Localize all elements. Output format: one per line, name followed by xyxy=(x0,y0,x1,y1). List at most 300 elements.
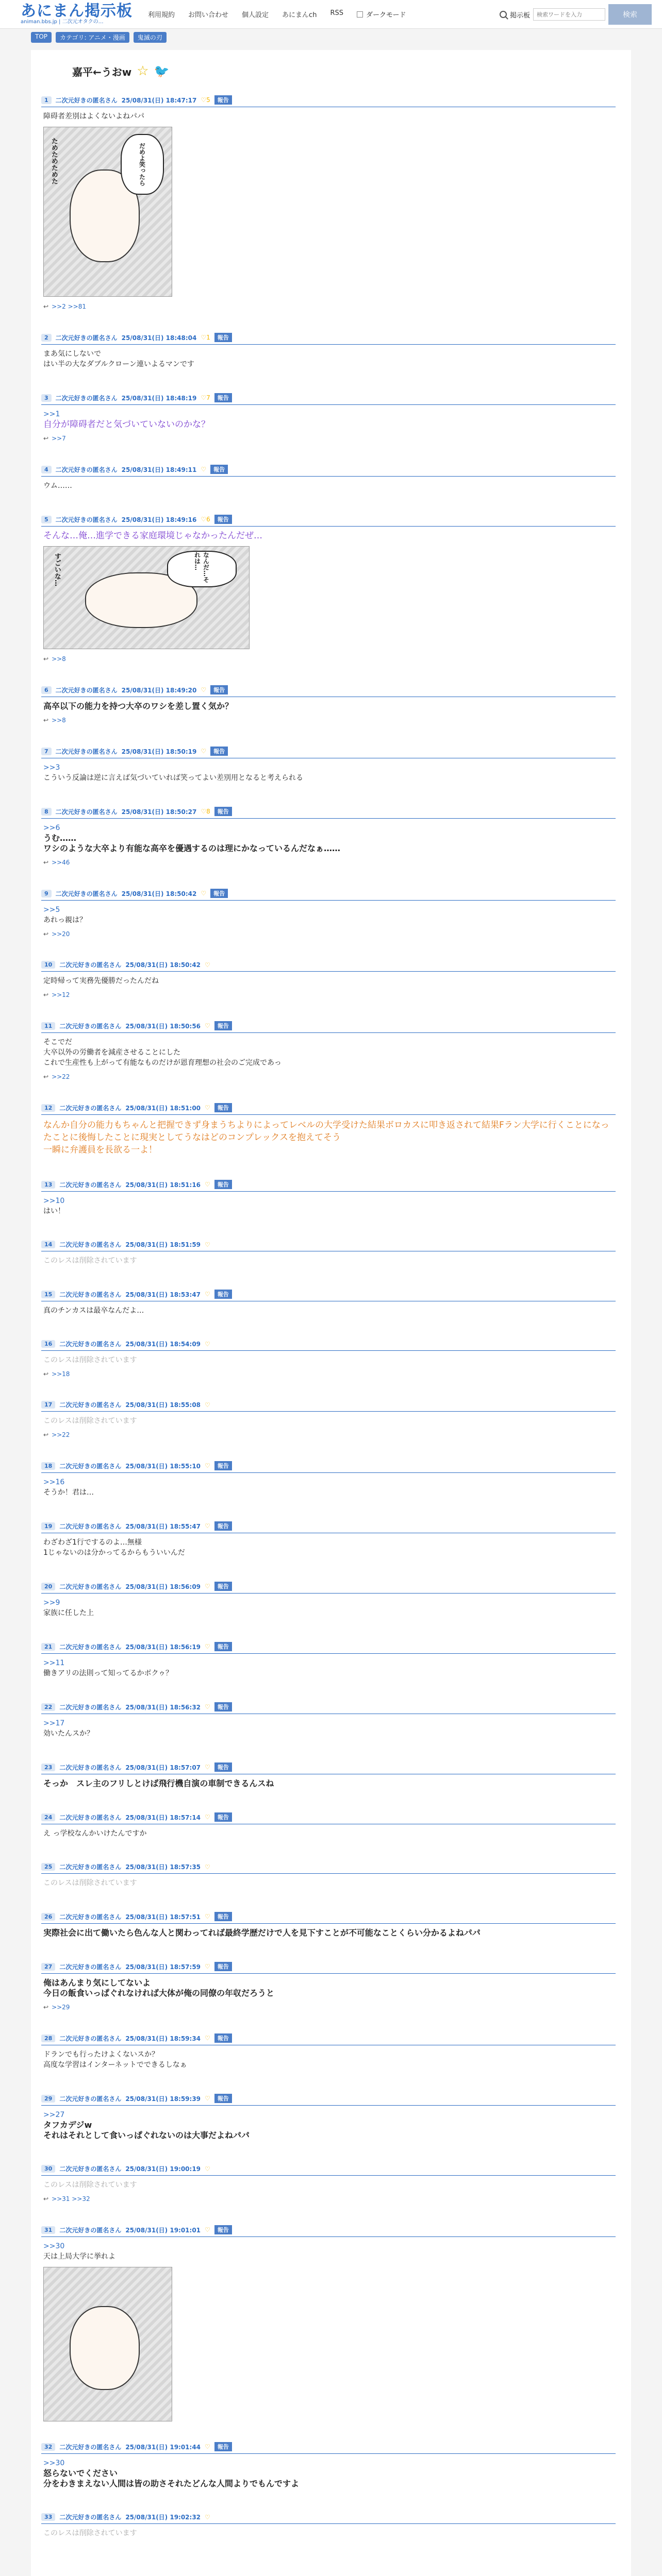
reply-link-text[interactable]: >>8 xyxy=(52,717,66,724)
darkmode-checkbox[interactable] xyxy=(357,11,363,18)
post-header xyxy=(41,1461,616,1473)
post-text-line: あれっ親は？ xyxy=(43,916,87,924)
like-button[interactable] xyxy=(201,394,210,401)
post-number[interactable]: 14 xyxy=(41,1241,55,1248)
post-text-line[interactable]: >>11 xyxy=(43,1659,65,1667)
report-button[interactable]: 報告 xyxy=(214,1962,232,1971)
like-button[interactable] xyxy=(205,2165,210,2173)
post-body xyxy=(41,1251,616,1269)
post-header xyxy=(41,1521,616,1533)
post-number[interactable]: 16 xyxy=(41,1340,55,1348)
post-text-line: え っ学校なんかいけたんですか xyxy=(43,1829,147,1838)
post-body xyxy=(41,2237,616,2265)
darkmode-toggle[interactable] xyxy=(357,9,406,19)
reply-link-text[interactable]: >>46 xyxy=(52,859,70,866)
post-text-line[interactable]: >>30 xyxy=(43,2459,65,2467)
post-date: 25/08/31(日) 18:50:42 xyxy=(121,890,197,897)
darkmode-label: ダークモード xyxy=(366,11,406,19)
like-button[interactable] xyxy=(201,96,210,104)
heart-icon: ♡ xyxy=(201,394,207,401)
post xyxy=(41,1582,616,1621)
post-image[interactable] xyxy=(43,127,172,297)
poster-name: 二次元好きの匿名さん xyxy=(59,2035,122,2042)
post-number[interactable]: 20 xyxy=(41,1583,55,1590)
report-button[interactable]: 報告 xyxy=(214,1180,232,1189)
post xyxy=(41,1180,616,1219)
heart-icon: ♡ xyxy=(205,1181,210,1188)
poster-name: 二次元好きの匿名さん xyxy=(59,1401,122,1409)
post-text-line: そっか スレ主のフリしとけば飛行機自演の車制できるんスね xyxy=(43,1778,274,1788)
report-button[interactable]: 報告 xyxy=(214,2442,232,2451)
poster-name: 二次元好きの匿名さん xyxy=(59,2095,122,2103)
post xyxy=(41,1812,616,1842)
poster-name: 二次元好きの匿名さん xyxy=(59,1291,122,1298)
search-scope-label[interactable]: 掲示板 xyxy=(509,11,530,20)
like-button[interactable] xyxy=(205,1963,210,1970)
post xyxy=(41,465,616,494)
post-body xyxy=(41,1192,616,1219)
post-date: 25/08/31(日) 19:02:32 xyxy=(125,2514,201,2521)
post-number[interactable]: 10 xyxy=(41,961,55,969)
post-body xyxy=(41,2176,616,2193)
heart-icon: ♡ xyxy=(205,1401,210,1409)
like-button[interactable] xyxy=(205,1022,210,1029)
report-button[interactable]: 報告 xyxy=(214,1582,232,1591)
post-date: 25/08/31(日) 19:01:01 xyxy=(125,2226,201,2234)
post-text-line: 定時帰って実務先優勝だったんだね xyxy=(43,977,159,985)
post-image[interactable] xyxy=(43,546,250,649)
post-text-line: 天は上局大学に挙れよ xyxy=(43,2252,115,2261)
heart-icon: ♡ xyxy=(205,1863,210,1871)
search-icon xyxy=(500,11,507,18)
post-header xyxy=(41,1340,616,1351)
post-date: 25/08/31(日) 18:53:47 xyxy=(125,1291,201,1298)
post-text-line: このレスは削除されています xyxy=(43,1879,137,1887)
site-logo[interactable] xyxy=(21,4,133,25)
post-header xyxy=(41,393,616,405)
post-number[interactable]: 24 xyxy=(41,1814,55,1821)
post-text-line: このレスは削除されています xyxy=(43,1257,137,1265)
post-number[interactable]: 3 xyxy=(41,394,52,402)
post-text-line[interactable]: >>1 xyxy=(43,410,60,418)
post-date: 25/08/31(日) 18:54:09 xyxy=(125,1341,201,1348)
post-date: 25/08/31(日) 18:57:07 xyxy=(125,1764,201,1771)
report-button[interactable]: 報告 xyxy=(214,2033,232,2043)
search-area xyxy=(500,4,652,25)
post-text-line: そこでだ xyxy=(43,1038,72,1046)
post-header xyxy=(41,1762,616,1774)
post-text-line[interactable]: >>3 xyxy=(43,764,60,772)
post-text-line[interactable]: >>16 xyxy=(43,1478,65,1486)
post-date: 25/08/31(日) 18:49:20 xyxy=(121,686,197,694)
post-body xyxy=(41,2106,616,2144)
like-button[interactable] xyxy=(205,1241,210,1248)
post-number[interactable]: 15 xyxy=(41,1291,55,1298)
post-text-line: 働きアリの法則って知ってるかボクゥ？ xyxy=(43,1669,173,1677)
post-header xyxy=(41,1912,616,1924)
nav-settings[interactable]: 個人設定 xyxy=(242,11,269,19)
poster-name: 二次元好きの匿名さん xyxy=(55,96,118,104)
post-header xyxy=(41,515,616,527)
post xyxy=(41,2033,616,2073)
post-date: 25/08/31(日) 18:59:39 xyxy=(125,2095,201,2103)
post-date: 25/08/31(日) 18:56:32 xyxy=(125,1703,201,1711)
post-text-line: 怒らないでください xyxy=(43,2468,118,2478)
poster-name: 二次元好きの匿名さん xyxy=(59,1703,122,1711)
reply-link-text[interactable]: >>2 >>81 xyxy=(52,303,86,310)
reply-link-text[interactable]: >>20 xyxy=(52,930,70,938)
post-body xyxy=(41,1351,616,1368)
like-button[interactable] xyxy=(205,2035,210,2042)
post-number[interactable]: 12 xyxy=(41,1104,55,1112)
post-header xyxy=(41,1290,616,1301)
heart-icon: ♡ xyxy=(201,96,207,104)
like-button[interactable] xyxy=(205,2226,210,2233)
post-number[interactable]: 22 xyxy=(41,1703,55,1711)
post-body xyxy=(41,901,616,928)
search-input[interactable] xyxy=(533,8,605,21)
like-button[interactable] xyxy=(205,2095,210,2102)
report-button[interactable]: 報告 xyxy=(210,889,228,898)
favorite-star-icon[interactable]: ☆ xyxy=(137,63,149,79)
search-button[interactable]: 検索 xyxy=(608,4,652,25)
post-header xyxy=(41,2033,616,2045)
post-header xyxy=(41,889,616,901)
heart-icon: ♡ xyxy=(205,1291,210,1298)
like-button[interactable] xyxy=(205,1764,210,1771)
like-button[interactable] xyxy=(205,2443,210,2450)
post-header xyxy=(41,685,616,697)
post-number[interactable]: 7 xyxy=(41,748,52,755)
thread-title-row xyxy=(36,60,626,82)
post-text-line: 高卒以下の能力を持つ大卒のワシを差し置く気か？ xyxy=(43,701,234,711)
post-body xyxy=(41,1774,616,1792)
report-button[interactable]: 報告 xyxy=(210,747,228,756)
post-header xyxy=(41,333,616,345)
post xyxy=(41,393,616,444)
post-number[interactable]: 25 xyxy=(41,1863,55,1871)
like-count: 1 xyxy=(206,334,210,341)
poster-name: 二次元好きの匿名さん xyxy=(59,1814,122,1821)
like-button[interactable] xyxy=(205,1462,210,1469)
reply-links[interactable] xyxy=(41,433,616,444)
report-button[interactable]: 報告 xyxy=(214,2225,232,2234)
post-body xyxy=(41,1412,616,1429)
post-text-line[interactable]: >>6 xyxy=(43,824,60,832)
post-header xyxy=(41,1400,616,1412)
like-button[interactable] xyxy=(205,961,210,969)
post-number[interactable]: 31 xyxy=(41,2226,55,2234)
like-button[interactable] xyxy=(201,890,206,897)
post xyxy=(41,2164,616,2205)
post-number[interactable]: 11 xyxy=(41,1022,55,1030)
post-number[interactable]: 18 xyxy=(41,1462,55,1470)
post xyxy=(41,2225,616,2421)
post xyxy=(41,685,616,726)
post-body xyxy=(41,1533,616,1561)
like-button[interactable] xyxy=(205,2514,210,2521)
post-number[interactable]: 33 xyxy=(41,2513,55,2521)
post-header xyxy=(41,1103,616,1115)
like-button[interactable] xyxy=(205,1401,210,1409)
post-text-line[interactable]: >>10 xyxy=(43,1197,65,1205)
post-number[interactable]: 6 xyxy=(41,686,52,694)
post xyxy=(41,515,616,665)
post-number[interactable]: 28 xyxy=(41,2035,55,2042)
like-button[interactable] xyxy=(201,686,206,693)
like-button[interactable] xyxy=(205,1703,210,1710)
post-date: 25/08/31(日) 18:55:08 xyxy=(125,1401,201,1409)
post-number[interactable]: 29 xyxy=(41,2095,55,2103)
report-button[interactable]: 報告 xyxy=(214,1812,232,1822)
post-number[interactable]: 4 xyxy=(41,466,52,473)
report-button[interactable]: 報告 xyxy=(214,1702,232,1711)
heart-icon: ♡ xyxy=(205,1814,210,1821)
post-body xyxy=(41,1033,616,1071)
post-text-line: このレスは削除されています xyxy=(43,2529,137,2537)
like-button[interactable] xyxy=(205,1643,210,1650)
logo-title: あにまん掲示板 xyxy=(21,2,133,20)
reply-arrow-icon: ↩ xyxy=(43,859,49,866)
post-text-line: 大卒以外の労働者を減産させることにした xyxy=(43,1048,180,1057)
post-header xyxy=(41,1021,616,1033)
report-button[interactable]: 報告 xyxy=(214,1762,232,1772)
post-date: 25/08/31(日) 18:51:00 xyxy=(125,1104,201,1112)
nav-contact[interactable]: お問い合わせ xyxy=(188,11,229,19)
post-number[interactable]: 32 xyxy=(41,2443,55,2451)
post-text-line: そんな…俺…進学できる家庭環境じゃなかったんだぜ… xyxy=(43,531,262,541)
post-number[interactable]: 13 xyxy=(41,1181,55,1189)
poster-name: 二次元好きの匿名さん xyxy=(59,2226,122,2234)
reply-link-text[interactable]: >>22 xyxy=(52,1431,70,1438)
post-number[interactable]: 21 xyxy=(41,1643,55,1651)
poster-name: 二次元好きの匿名さん xyxy=(55,466,118,473)
post-body xyxy=(41,1654,616,1682)
post-body xyxy=(41,2045,616,2073)
post-header xyxy=(41,1582,616,1594)
nav-rss[interactable]: RSS xyxy=(330,9,343,17)
report-button[interactable]: 報告 xyxy=(210,465,228,474)
post-header xyxy=(41,1240,616,1251)
heart-icon: ♡ xyxy=(205,1241,210,1248)
reply-links[interactable] xyxy=(41,715,616,726)
like-button[interactable] xyxy=(205,1341,210,1348)
report-button[interactable]: 報告 xyxy=(214,333,232,342)
reply-links[interactable] xyxy=(41,2193,616,2205)
breadcrumb-top[interactable]: TOP xyxy=(31,32,52,43)
like-button[interactable] xyxy=(205,1583,210,1590)
post-text-line: 今日の飯食いっぱぐれなければ大体が俺の同僚の年収だろうと xyxy=(43,1988,275,1998)
poster-name: 二次元好きの匿名さん xyxy=(59,1643,122,1651)
like-button[interactable] xyxy=(201,516,210,523)
post-number[interactable]: 30 xyxy=(41,2165,55,2173)
post xyxy=(41,1702,616,1742)
post-text-line: それはそれとして食いっぱぐれないのは大事だよねパパ xyxy=(43,2130,250,2140)
report-button[interactable]: 報告 xyxy=(214,1521,232,1531)
poster-name: 二次元好きの匿名さん xyxy=(59,1583,122,1590)
twitter-share-icon[interactable]: 🐦 xyxy=(154,64,170,78)
heart-icon: ♡ xyxy=(201,748,207,755)
heart-icon: ♡ xyxy=(205,2035,210,2042)
breadcrumb-category[interactable]: カテゴリ: アニメ・漫画 xyxy=(56,32,129,43)
post-text-line[interactable]: >>9 xyxy=(43,1599,60,1607)
report-button[interactable]: 報告 xyxy=(214,1290,232,1299)
post-image[interactable] xyxy=(43,2267,172,2421)
post-body xyxy=(41,1301,616,1319)
post-date: 25/08/31(日) 18:55:10 xyxy=(125,1462,201,1470)
post-header xyxy=(41,1642,616,1654)
post-text-line: はい！ xyxy=(43,1207,65,1215)
report-button[interactable]: 報告 xyxy=(214,2094,232,2103)
reply-link-text[interactable]: >>18 xyxy=(52,1370,70,1378)
heart-icon: ♡ xyxy=(205,2443,210,2450)
report-button[interactable]: 報告 xyxy=(214,515,232,524)
post-text-line[interactable]: >>30 xyxy=(43,2242,65,2250)
heart-icon: ♡ xyxy=(205,1104,210,1111)
report-button[interactable]: 報告 xyxy=(214,807,232,816)
post-text-line: このレスは削除されています xyxy=(43,2181,137,2189)
nav-animanch[interactable]: あにまんch xyxy=(282,11,317,19)
speech-text: すごいな… xyxy=(53,552,61,586)
reply-link-text[interactable]: >>7 xyxy=(52,435,66,442)
heart-icon: ♡ xyxy=(205,2226,210,2233)
post-text-line[interactable]: >>5 xyxy=(43,906,60,914)
like-button[interactable] xyxy=(205,1522,210,1530)
post-date: 25/08/31(日) 18:51:59 xyxy=(125,1241,201,1248)
heart-icon: ♡ xyxy=(205,961,210,969)
like-button[interactable] xyxy=(205,1181,210,1188)
post-text-line: 家族に任した上 xyxy=(43,1609,94,1617)
post-text-line[interactable]: >>17 xyxy=(43,1719,65,1727)
like-count: 6 xyxy=(206,516,210,523)
reply-links[interactable] xyxy=(41,2002,616,2013)
post-number[interactable]: 27 xyxy=(41,1963,55,1971)
report-button[interactable]: 報告 xyxy=(214,1461,232,1470)
post-header xyxy=(41,2164,616,2176)
reply-link-text[interactable]: >>22 xyxy=(52,1073,70,1080)
post xyxy=(41,807,616,868)
post-number[interactable]: 23 xyxy=(41,1764,55,1771)
report-button[interactable]: 報告 xyxy=(214,1912,232,1921)
poster-name: 二次元好きの匿名さん xyxy=(55,686,118,694)
reply-links[interactable] xyxy=(41,857,616,868)
post xyxy=(41,1521,616,1561)
post-number[interactable]: 5 xyxy=(41,516,52,523)
post-date: 25/08/31(日) 18:59:34 xyxy=(125,2035,201,2042)
post-text-line: ドランでも行ったけよくないスか？ xyxy=(43,2050,159,2059)
heart-icon: ♡ xyxy=(201,890,207,897)
like-button[interactable] xyxy=(205,1863,210,1871)
post-body xyxy=(41,2524,616,2541)
report-button[interactable]: 報告 xyxy=(214,1021,232,1030)
post-text-line: 効いたんスか？ xyxy=(43,1730,94,1738)
report-button[interactable]: 報告 xyxy=(214,393,232,402)
post xyxy=(41,1103,616,1159)
reply-links[interactable] xyxy=(41,301,616,312)
post-text-line: 俺はあんまり気にしてないよ xyxy=(43,1978,151,1988)
poster-name: 二次元好きの匿名さん xyxy=(59,1764,122,1771)
reply-arrow-icon: ↩ xyxy=(43,435,49,442)
post-date: 25/08/31(日) 18:56:09 xyxy=(125,1583,201,1590)
post-header xyxy=(41,2225,616,2237)
like-button[interactable] xyxy=(205,1104,210,1111)
post-body xyxy=(41,819,616,857)
post-text-line[interactable]: >>27 xyxy=(43,2111,65,2119)
poster-name: 二次元好きの匿名さん xyxy=(59,1241,122,1248)
heart-icon: ♡ xyxy=(201,686,207,693)
like-button[interactable] xyxy=(205,1291,210,1298)
post-body xyxy=(41,1824,616,1842)
reply-links[interactable] xyxy=(41,989,616,1001)
reply-links[interactable] xyxy=(41,1071,616,1082)
post-body xyxy=(41,1594,616,1621)
post-text-line: なんか自分の能力もちゃんと把握できず身まうちよりによってレベルの大学受けた結果ボロカスに叩き返されて結果Fラン大学に行くことになったことに後悔したことに現実としてうなはどのコンプレックスを抱えてそう xyxy=(43,1120,609,1143)
reply-links[interactable] xyxy=(41,653,616,665)
post-body xyxy=(41,2454,616,2492)
reply-links[interactable] xyxy=(41,1368,616,1380)
post xyxy=(41,2513,616,2541)
report-button[interactable]: 報告 xyxy=(214,95,232,105)
site-header xyxy=(0,0,662,29)
report-button[interactable]: 報告 xyxy=(214,1103,232,1112)
post-date: 25/08/31(日) 18:47:17 xyxy=(121,96,197,104)
like-button[interactable] xyxy=(201,466,206,473)
post xyxy=(41,2442,616,2492)
post-body xyxy=(41,527,616,544)
post-number[interactable]: 9 xyxy=(41,890,52,897)
reply-arrow-icon: ↩ xyxy=(43,2004,49,2011)
breadcrumb-tag[interactable]: 鬼滅の刃 xyxy=(134,32,167,43)
heart-icon: ♡ xyxy=(205,1913,210,1920)
post-number[interactable]: 26 xyxy=(41,1913,55,1921)
poster-name: 二次元好きの匿名さん xyxy=(59,2443,122,2451)
like-count: 7 xyxy=(206,394,210,401)
post-body xyxy=(41,758,616,786)
post-text-line: このレスは削除されています xyxy=(43,1417,137,1425)
like-button[interactable] xyxy=(205,1814,210,1821)
like-button[interactable] xyxy=(201,808,210,815)
post-body xyxy=(41,1473,616,1501)
post-header xyxy=(41,1812,616,1824)
reply-links[interactable] xyxy=(41,1429,616,1440)
reply-link-text[interactable]: >>31 >>32 xyxy=(52,2195,90,2202)
heart-icon: ♡ xyxy=(201,466,207,473)
post-header xyxy=(41,960,616,972)
post-number[interactable]: 1 xyxy=(41,96,52,104)
report-button[interactable]: 報告 xyxy=(214,1642,232,1651)
poster-name: 二次元好きの匿名さん xyxy=(59,1522,122,1530)
reply-link-text[interactable]: >>12 xyxy=(52,991,70,998)
like-button[interactable] xyxy=(201,334,210,341)
post-header xyxy=(41,1962,616,1974)
reply-link-text[interactable]: >>8 xyxy=(52,655,66,663)
nav-terms[interactable]: 利用規約 xyxy=(148,11,175,19)
post-number[interactable]: 2 xyxy=(41,334,52,342)
post-header xyxy=(41,465,616,477)
post-number[interactable]: 8 xyxy=(41,808,52,816)
like-button[interactable] xyxy=(201,748,206,755)
poster-name: 二次元好きの匿名さん xyxy=(55,890,118,897)
post-date: 25/08/31(日) 18:49:11 xyxy=(121,466,197,473)
post-number[interactable]: 19 xyxy=(41,1522,55,1530)
reply-link-text[interactable]: >>29 xyxy=(52,2004,70,2011)
poster-name: 二次元好きの匿名さん xyxy=(55,808,118,816)
reply-links[interactable] xyxy=(41,928,616,940)
report-button[interactable]: 報告 xyxy=(210,685,228,694)
post-number[interactable]: 17 xyxy=(41,1401,55,1409)
like-button[interactable] xyxy=(205,1913,210,1920)
reply-arrow-icon: ↩ xyxy=(43,930,49,938)
